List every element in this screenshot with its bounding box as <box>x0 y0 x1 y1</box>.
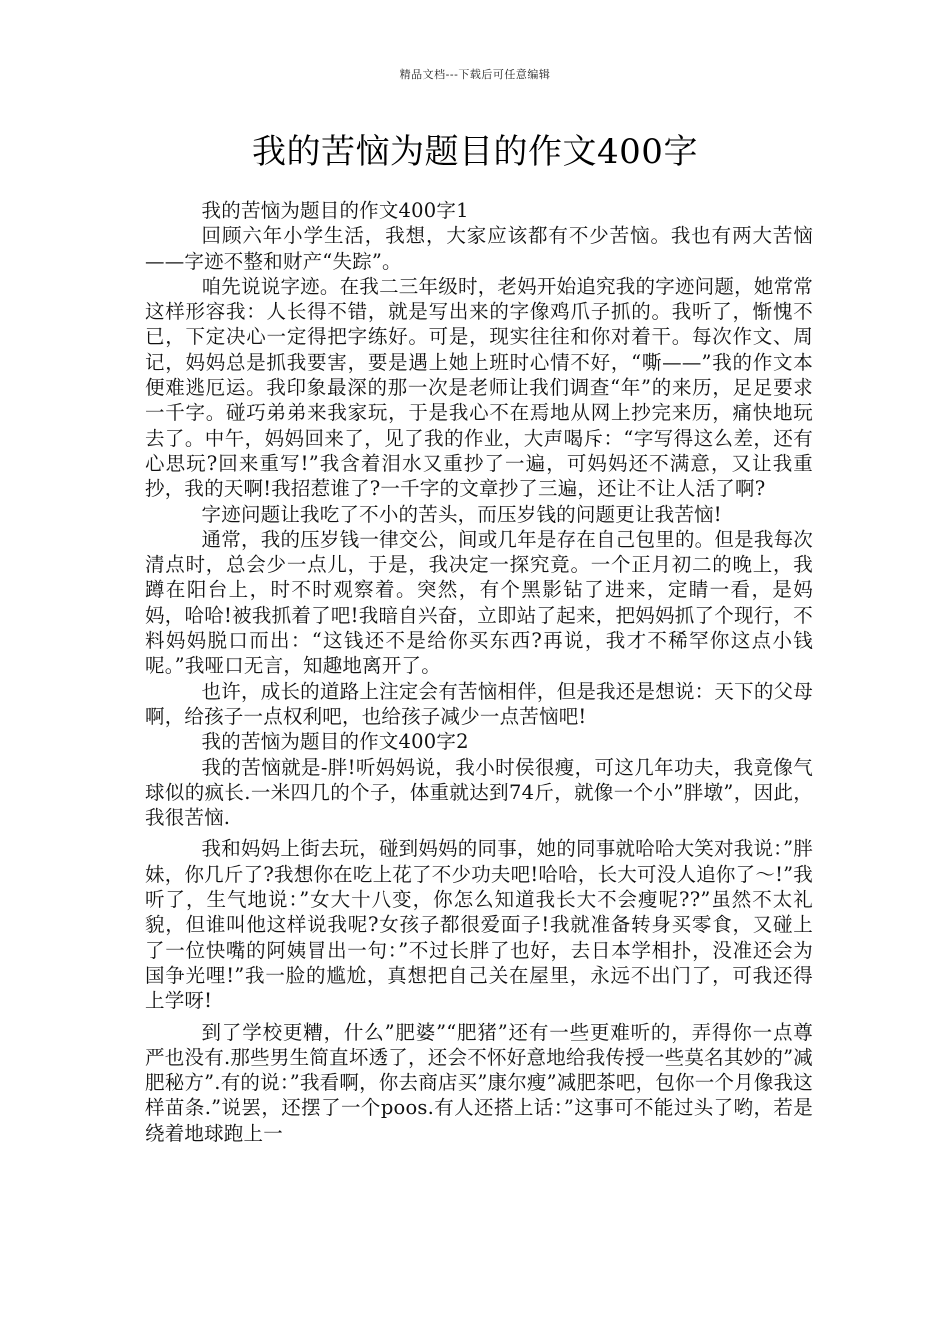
paragraph: 咱先说说字迹。在我二三年级时，老妈开始追究我的字迹问题，她常常这样形容我：人长得不错，就是写出来的字像鸡爪子抓的。我听了，惭愧不已，下定决心一定得把字练好。可是，现实往往和你对着干。每次作文、周记，妈妈总是抓我要害，要是遇上她上班时心情不好，“嘶——”我的作文本便难逃厄运。我印象最深的那一次是老师让我们调查“年”的来历，足足要求一千字。碰巧弟弟来我家玩，于是我心不在焉地从网上抄完来历，痛快地玩去了。中午，妈妈回来了，见了我的作业，大声喝斥：“字写得这么差，还有心思玩?回来重写!”我含着泪水又重抄了一遍，可妈妈还不满意，又让我重抄，我的天啊!我招惹谁了?一千字的文章抄了三遍，还让不让人活了啊? <box>145 274 813 501</box>
document-body <box>145 198 813 1146</box>
subheading-2: 我的苦恼为题目的作文400字2 <box>201 730 469 754</box>
paragraph: 回顾六年小学生活，我想，大家应该都有不少苦恼。我也有两大苦恼——字迹不整和财产“失踪”。 <box>145 224 813 273</box>
paragraph: 我的苦恼就是-胖!听妈妈说，我小时侯很瘦，可这几年功夫，我竟像气球似的疯长.一米四几的个子，体重就达到74斤，就像一个小”胖墩”，因此，我很苦恼. <box>145 755 813 830</box>
paragraph: 我和妈妈上街去玩，碰到妈妈的同事，她的同事就哈哈大笑对我说：”胖妹，你几斤了?我想你在吃上花了不少功夫吧!哈哈，长大可没人追你了～!”我听了，生气地说：”女大十八变，你怎么知道我长大不会瘦呢??”虽然不太礼貌，但谁叫他这样说我呢?女孩子都很爱面子!我就准备转身买零食，又碰上了一位快嘴的阿姨冒出一句：”不过长胖了也好，去日本学相扑，没准还会为国争光哩!”我一脸的尴尬，真想把自己关在屋里，永远不出门了，可我还得上学呀! <box>145 837 813 1013</box>
subheading-1: 我的苦恼为题目的作文400字1 <box>201 199 469 222</box>
paragraph: 也许，成长的道路上注定会有苦恼相伴，但是我还是想说：天下的父母啊，给孩子一点权利吧，也给孩子减少一点苦恼吧! <box>145 679 813 728</box>
header-note: 精品文档---下载后可任意编辑 <box>399 68 551 81</box>
document-title: 我的苦恼为题目的作文400字 <box>252 132 698 172</box>
paragraph: 到了学校更糟，什么”肥婆”“肥猪”还有一些更难听的，弄得你一点尊严也没有.那些男生简直坏透了，还会不怀好意地给我传授一些莫名其妙的”减肥秘方”.有的说：”我看啊，你去商店买”康尔瘦”减肥茶吧，包你一个月像我这样苗条.”说罢，还摆了一个poos.有人还搭上话：”这事可不能过头了哟，若是绕着地球跑上一 <box>145 1020 813 1145</box>
paragraph: 字迹问题让我吃了不小的苦头，而压岁钱的问题更让我苦恼! <box>201 502 722 526</box>
paragraph: 通常，我的压岁钱一律交公，间或几年是存在自己包里的。但是我每次清点时，总会少一点儿，于是，我决定一探究竟。一个正月初二的晚上，我蹲在阳台上，时不时观察着。突然，有个黑影钻了进来，定睛一看，是妈妈，哈哈!被我抓着了吧!我暗自兴奋，立即站了起来，把妈妈抓了个现行，不料妈妈脱口而出：“这钱还不是给你买东西?再说，我才不稀罕你这点小钱呢。”我哑口无言，知趣地离开了。 <box>145 527 813 678</box>
